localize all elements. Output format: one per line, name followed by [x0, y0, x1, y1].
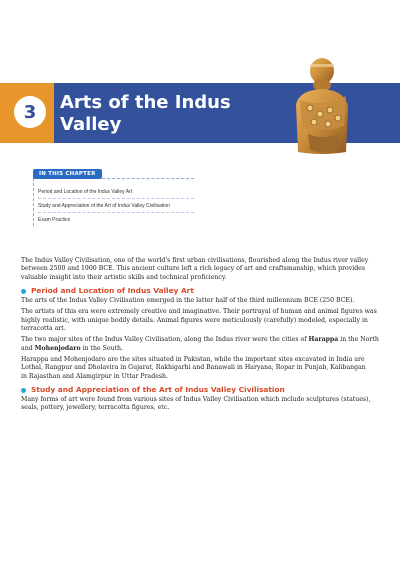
chapter-contents [33, 160, 193, 226]
text: in the North and [21, 336, 379, 352]
chapter-number: 3 [14, 96, 46, 128]
text: The two major sites of the Indus Valley Civilisation, along the Indus river were the cities of [21, 336, 309, 344]
chapter-title: Arts of the Indus Valley [60, 92, 231, 135]
paragraph: Many forms of art were found from various sites of Indus Valley Civilisation which include sculptures (statues), seals, pottery, jewellery, terracotta figures, etc. [21, 396, 371, 412]
toc-header: IN THIS CHAPTER [33, 169, 102, 179]
chapter-body [21, 257, 381, 416]
indus-priest-king-statue [286, 56, 354, 156]
bullet-icon [21, 388, 26, 393]
toc-list [33, 178, 194, 226]
toc-item[interactable]: Period and Location of the Indus Valley Art [38, 185, 194, 199]
text: in Rajasthan and Alamgirpur in Uttar Pradesh. [21, 372, 168, 380]
bold-term: Harappa [308, 336, 339, 344]
bold-term: Mohenjodaro [34, 344, 81, 352]
text: Harappa and Mohenjodaro are the sites situated in Pakistan, while the important sites excavated in India are Lothal, Rangpur and Dholavira in Gujarat, Rakhigarhi and Banawali in Haryana, Ropar in Punjab, Kalibangan [21, 355, 366, 372]
section-heading-text: Study and Appreciation of the Art of Indus Valley Civilisation [31, 384, 285, 394]
intro-paragraph: The Indus Valley Civilisation, one of the world's first urban civilisations, flourished along the Indus river valley between 2500 and 1900 BCE. This ancient culture left a rich legacy of art and craftsmanship, which provides valuable insight into their artistic skills and technical proficiency. [21, 257, 369, 281]
paragraph: The arts of the Indus Valley Civilisation emerged in the latter half of the third millennium BCE (250 BCE). [21, 297, 355, 305]
paragraph [21, 336, 381, 353]
paragraph [21, 356, 381, 381]
section-heading-text: Period and Location of Indus Valley Art [31, 285, 194, 295]
section-heading [21, 386, 381, 394]
bullet-icon [21, 289, 26, 294]
section-heading [21, 287, 381, 295]
paragraph: The artists of this era were extremely creative and imaginative. Their portrayal of human and animal figures was highly realistic, with unique bodily details. Animal figures were meticulously (carefully) modeled, especially in terracotta art. [21, 308, 377, 333]
toc-item[interactable]: Exam Practice [38, 217, 71, 223]
toc-item[interactable]: Study and Appreciation of the Art of Indus Valley Civilisation [38, 199, 194, 213]
text: in the South. [80, 344, 123, 352]
